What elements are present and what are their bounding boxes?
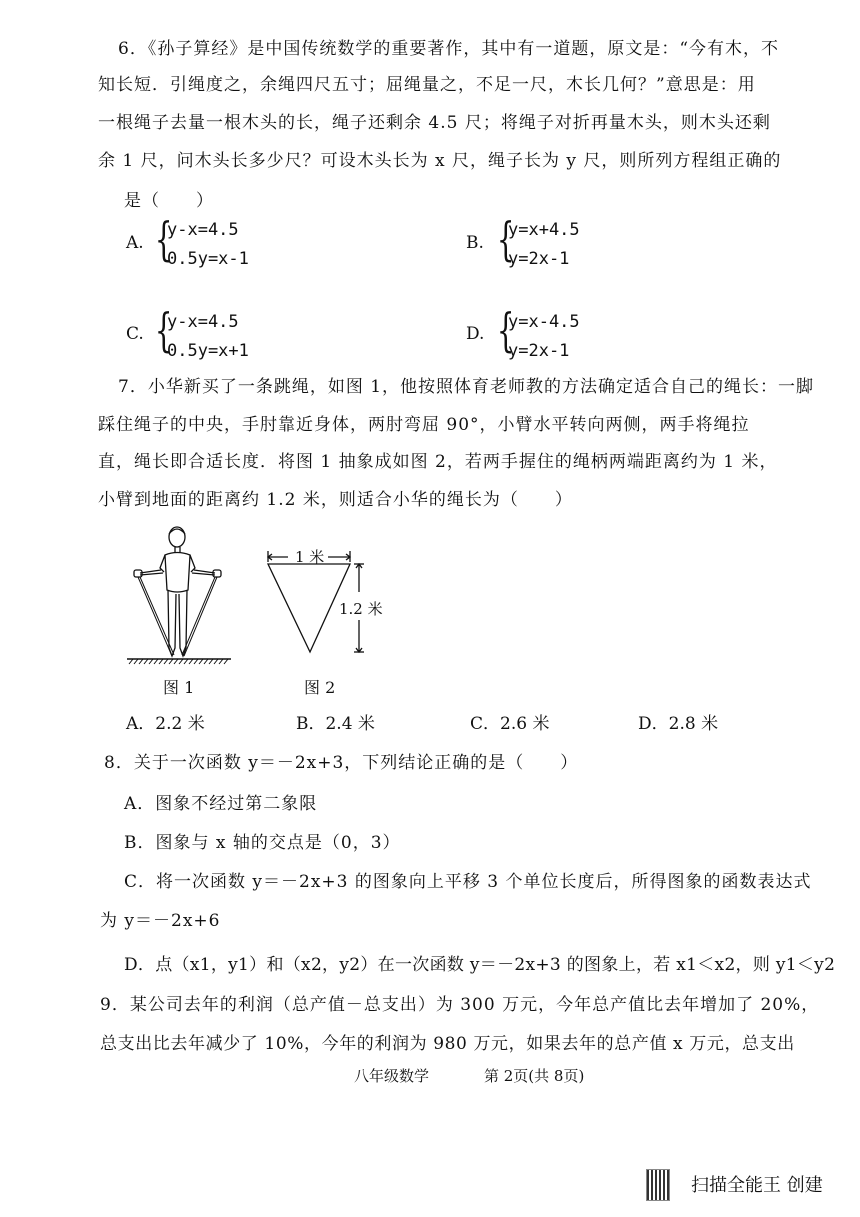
q7-line-3: 直，绳长即合适长度．将图 1 抽象成如图 2，若两手握住的绳柄两端距离约为 1 米，	[98, 452, 778, 472]
q6-line-3: 一根绳子去量一根木头的长，绳子还剩余 4.5 尺；将绳子对折再量木头，则木头还剩	[98, 113, 771, 133]
q9-line-1: 9．某公司去年的利润（总产值－总支出）为 300 万元，今年总产值比去年增加了 20%，	[100, 995, 820, 1015]
q6-line-1: 6．《孙子算经》是中国传统数学的重要著作，其中有一道题，原文是：“今有木，不	[118, 39, 780, 59]
q8-option-b: B．图象与 x 轴的交点是（0，3）	[124, 833, 401, 853]
q6-line-5: 是（ ）	[124, 191, 214, 211]
q9-line-2: 总支出比去年减少了 10%，今年的利润为 980 万元，如果去年的总产值 x 万元，总支出	[100, 1034, 795, 1054]
figure-2-height-label: 1.2 米	[339, 600, 383, 618]
q7-option-b: B．2.4 米	[296, 714, 375, 734]
q7-line-1: 7．小华新买了一条跳绳，如图 1，他按照体育老师教的方法确定适合自己的绳长：一脚	[118, 377, 815, 397]
q7-line-2: 踩住绳子的中央，手肘靠近身体，两肘弯屈 90°，小臂水平转向两侧，两手将绳拉	[98, 415, 750, 435]
scanner-watermark: 扫描全能王 创建	[691, 1175, 823, 1196]
footer-subject: 八年级数学	[354, 1067, 430, 1085]
q7-option-c: C．2.6 米	[470, 714, 550, 734]
scanner-qr-icon	[646, 1169, 670, 1201]
q6-line-2: 知长短．引绳度之，余绳四尺五寸；屈绳量之，不足一尺，木长几何？”意思是：用	[98, 75, 756, 95]
q8-stem: 8．关于一次函数 y＝－2x+3，下列结论正确的是（ ）	[104, 753, 579, 773]
figure-2-width-label: 1 米	[295, 548, 325, 566]
q8-option-d: D．点（x1，y1）和（x2，y2）在一次函数 y＝－2x+3 的图象上，若 x1＜x2，则 y1＜y2	[124, 955, 836, 975]
q7-option-a: A．2.2 米	[126, 714, 205, 734]
q8-option-c-line-1: C．将一次函数 y＝－2x+3 的图象向上平移 3 个单位长度后，所得图象的函数表达式	[124, 872, 812, 892]
q7-line-4: 小臂到地面的距离约 1.2 米，则适合小华的绳长为（ ）	[98, 490, 573, 510]
q8-option-c-line-2: 为 y＝－2x+6	[100, 911, 221, 931]
footer-page-number: 第 2页(共 8页)	[484, 1067, 585, 1085]
figure-2-caption: 图 2	[304, 678, 336, 697]
q8-option-a: A．图象不经过第二象限	[124, 794, 318, 814]
figure-1-caption: 图 1	[163, 678, 195, 697]
q7-option-d: D．2.8 米	[638, 714, 719, 734]
figure-1-jump-rope	[124, 520, 234, 670]
q6-line-4: 余 1 尺，问木头长多少尺？可设木头长为 x 尺，绳子长为 y 尺，则所列方程组正确的	[98, 151, 782, 171]
